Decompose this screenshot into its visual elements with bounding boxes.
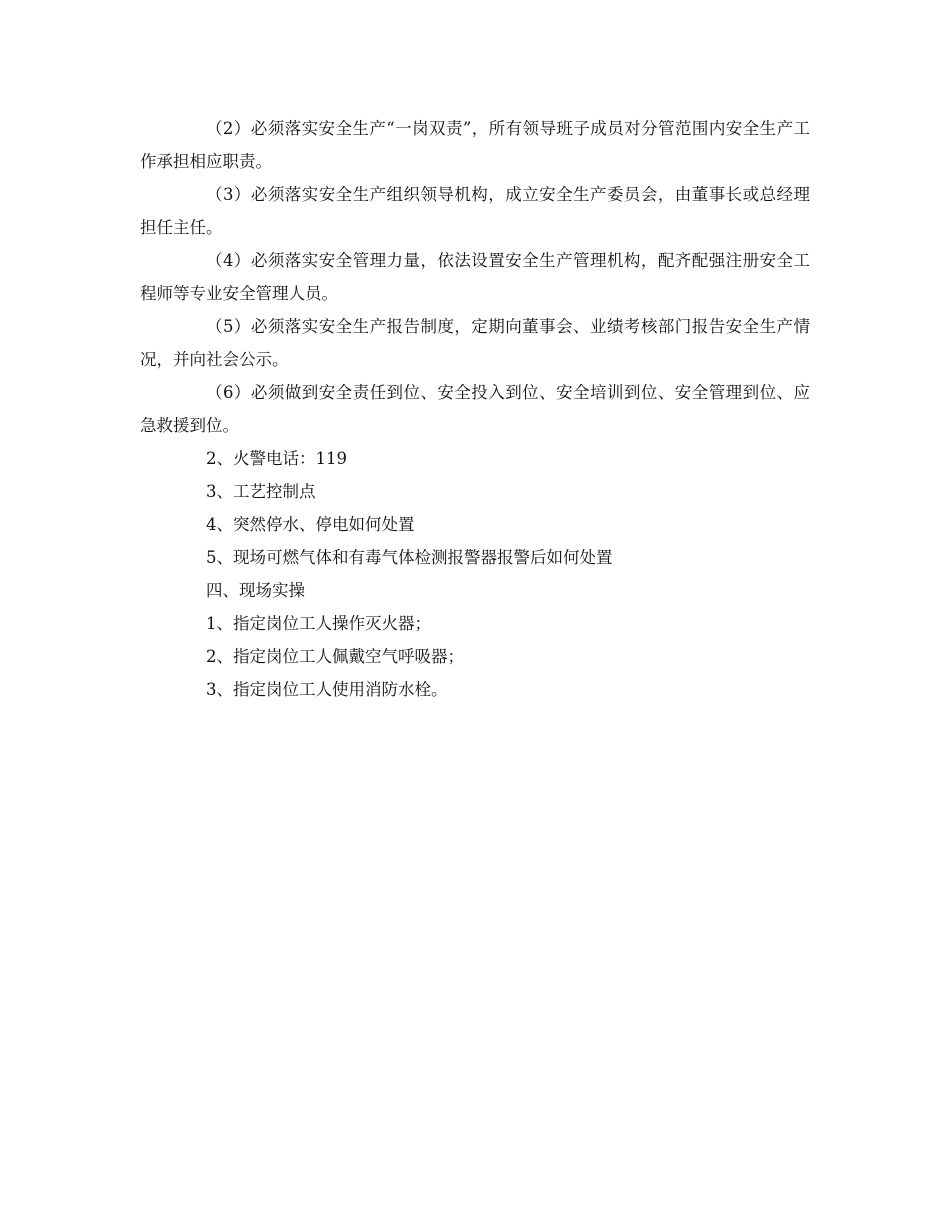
paragraph-3 xyxy=(140,178,810,244)
paragraph-line: （5）必须落实安全生产报告制度，定期向董事会、业绩考核部门报告安全 xyxy=(206,317,760,336)
paragraph-line: 总经理担任主任。 xyxy=(140,185,811,237)
list-item-fire-hydrant: 3、指定岗位工人使用消防水栓。 xyxy=(206,680,448,699)
paragraph-line: （6）必须做到安全责任到位、安全投入到位、安全培训到位、安全管理到 xyxy=(206,383,760,402)
paragraph-line: 全生产工作承担相应职责。 xyxy=(140,119,811,171)
paragraph-line: （3）必须落实安全生产组织领导机构，成立安全生产委员会，由董事长或 xyxy=(206,185,760,204)
list-item-process-control: 3、工艺控制点 xyxy=(206,482,316,501)
paragraph-line: 安全工程师等专业安全管理人员。 xyxy=(140,251,811,303)
list-item-breathing-apparatus: 2、指定岗位工人佩戴空气呼吸器； xyxy=(206,647,464,666)
paragraph-2 xyxy=(140,112,810,178)
paragraph-line: 生产情况，并向社会公示。 xyxy=(140,317,811,369)
list-item-fire-phone: 2、火警电话：119 xyxy=(206,449,347,468)
document-body xyxy=(140,112,810,706)
paragraph-4 xyxy=(140,244,810,310)
paragraph-line: （2）必须落实安全生产“一岗双责”，所有领导班子成员对分管范围内安 xyxy=(206,119,743,138)
paragraph-line: （4）必须落实安全管理力量，依法设置安全生产管理机构，配齐配强注册 xyxy=(206,251,760,270)
paragraph-6 xyxy=(140,376,810,442)
paragraph-5 xyxy=(140,310,810,376)
paragraph-line: 位、应急救援到位。 xyxy=(140,383,811,435)
section-heading-onsite-practice: 四、现场实操 xyxy=(206,581,305,600)
list-item-gas-alarm: 5、现场可燃气体和有毒气体检测报警器报警后如何处置 xyxy=(206,548,613,567)
list-item-power-water-outage: 4、突然停水、停电如何处置 xyxy=(206,515,415,534)
list-item-extinguisher: 1、指定岗位工人操作灭火器； xyxy=(206,614,431,633)
